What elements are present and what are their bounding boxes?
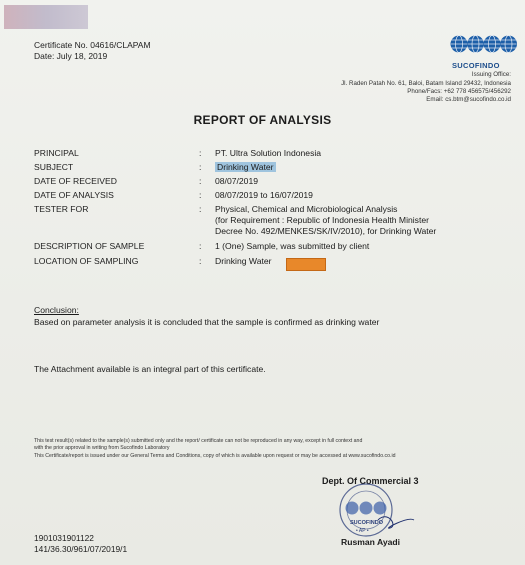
value-date-analysis: 08/07/2019 to 16/07/2019 xyxy=(215,190,313,200)
redaction-box xyxy=(286,258,326,271)
sucofindo-logo-text: SUCOFINDO xyxy=(452,61,500,70)
value-subject xyxy=(215,162,276,172)
issuing-office-label: Issuing Office: xyxy=(471,71,511,78)
footer-reference xyxy=(34,533,127,555)
colon: : xyxy=(199,162,202,172)
sucofindo-globe-logo xyxy=(450,30,518,60)
disclaimer-line2: with the prior approval in writing from Sucofindo Laboratory xyxy=(34,445,170,451)
reference-number-2: 141/36.30/961/07/2019/1 xyxy=(34,544,128,554)
certificate-date: Date: July 18, 2019 xyxy=(34,51,108,61)
value-date-received: 08/07/2019 xyxy=(215,176,259,186)
attachment-note: The Attachment available is an integral part of this certificate. xyxy=(34,364,266,374)
value-location: Drinking Water xyxy=(215,256,272,266)
value-tester-for-line1: Physical, Chemical and Microbiological Analysis xyxy=(215,204,398,214)
svg-text:• AP •: • AP • xyxy=(356,528,369,534)
certificate-number: Certificate No. 04616/CLAPAM xyxy=(34,40,151,50)
colon: : xyxy=(199,204,202,214)
label-tester-for: TESTER FOR xyxy=(34,204,89,214)
reference-number-1: 1901031901122 xyxy=(34,533,94,543)
conclusion-heading: Conclusion: xyxy=(34,305,79,315)
seal-globe-icon xyxy=(360,502,373,515)
disclaimer-line1: This test result(s) related to the sample(s) submitted only and the report/ certificate can not be reproduced in any way, except in full context and xyxy=(34,438,363,444)
label-date-analysis: DATE OF ANALYSIS xyxy=(34,190,114,200)
seal-globe-icon xyxy=(346,502,359,515)
corner-stamp xyxy=(4,5,88,29)
issuing-office-address: Jl. Raden Patah No. 61, Baloi, Batam Island 29432, Indonesia xyxy=(341,80,511,87)
official-seal-stamp xyxy=(318,480,418,540)
conclusion-text: Based on parameter analysis it is concluded that the sample is confirmed as drinking water xyxy=(34,317,380,327)
colon: : xyxy=(199,148,202,158)
label-description: DESCRIPTION OF SAMPLE xyxy=(34,241,145,251)
value-tester-for-line3: Decree No. 492/MENKES/SK/IV/2010), for Drinking Water xyxy=(215,226,437,236)
subject-highlight: Drinking Water xyxy=(217,162,274,172)
department-label: Dept. Of Commercial 3 xyxy=(322,476,419,486)
signatory-name: Rusman Ayadi xyxy=(341,537,401,547)
disclaimer-line3: This Certificate/report is issued under our General Terms and Conditions, copy of which is available upon request or may be accessed at www.sucofindo.co.id xyxy=(34,453,396,459)
issuing-office-phone: Phone/Facs: +62 778 456575/456292 xyxy=(407,88,511,95)
svg-text:SUCOFINDO: SUCOFINDO xyxy=(350,520,383,526)
label-date-received: DATE OF RECEIVED xyxy=(34,176,117,186)
colon: : xyxy=(199,190,202,200)
issuing-office-email: Email: cs.btm@sucofindo.co.id xyxy=(426,96,511,103)
colon: : xyxy=(199,241,202,251)
value-description: 1 (One) Sample, was submitted by client xyxy=(215,241,370,251)
colon: : xyxy=(199,256,202,266)
label-principal: PRINCIPAL xyxy=(34,148,79,158)
label-subject: SUBJECT xyxy=(34,162,74,172)
seal-globe-icon xyxy=(374,502,387,515)
value-principal: PT. Ultra Solution Indonesia xyxy=(215,148,322,158)
colon: : xyxy=(199,176,202,186)
label-location: LOCATION OF SAMPLING xyxy=(34,256,139,266)
value-tester-for-line2: (for Requirement : Republic of Indonesia Health Minister xyxy=(215,215,429,225)
report-title: REPORT OF ANALYSIS xyxy=(193,113,332,127)
